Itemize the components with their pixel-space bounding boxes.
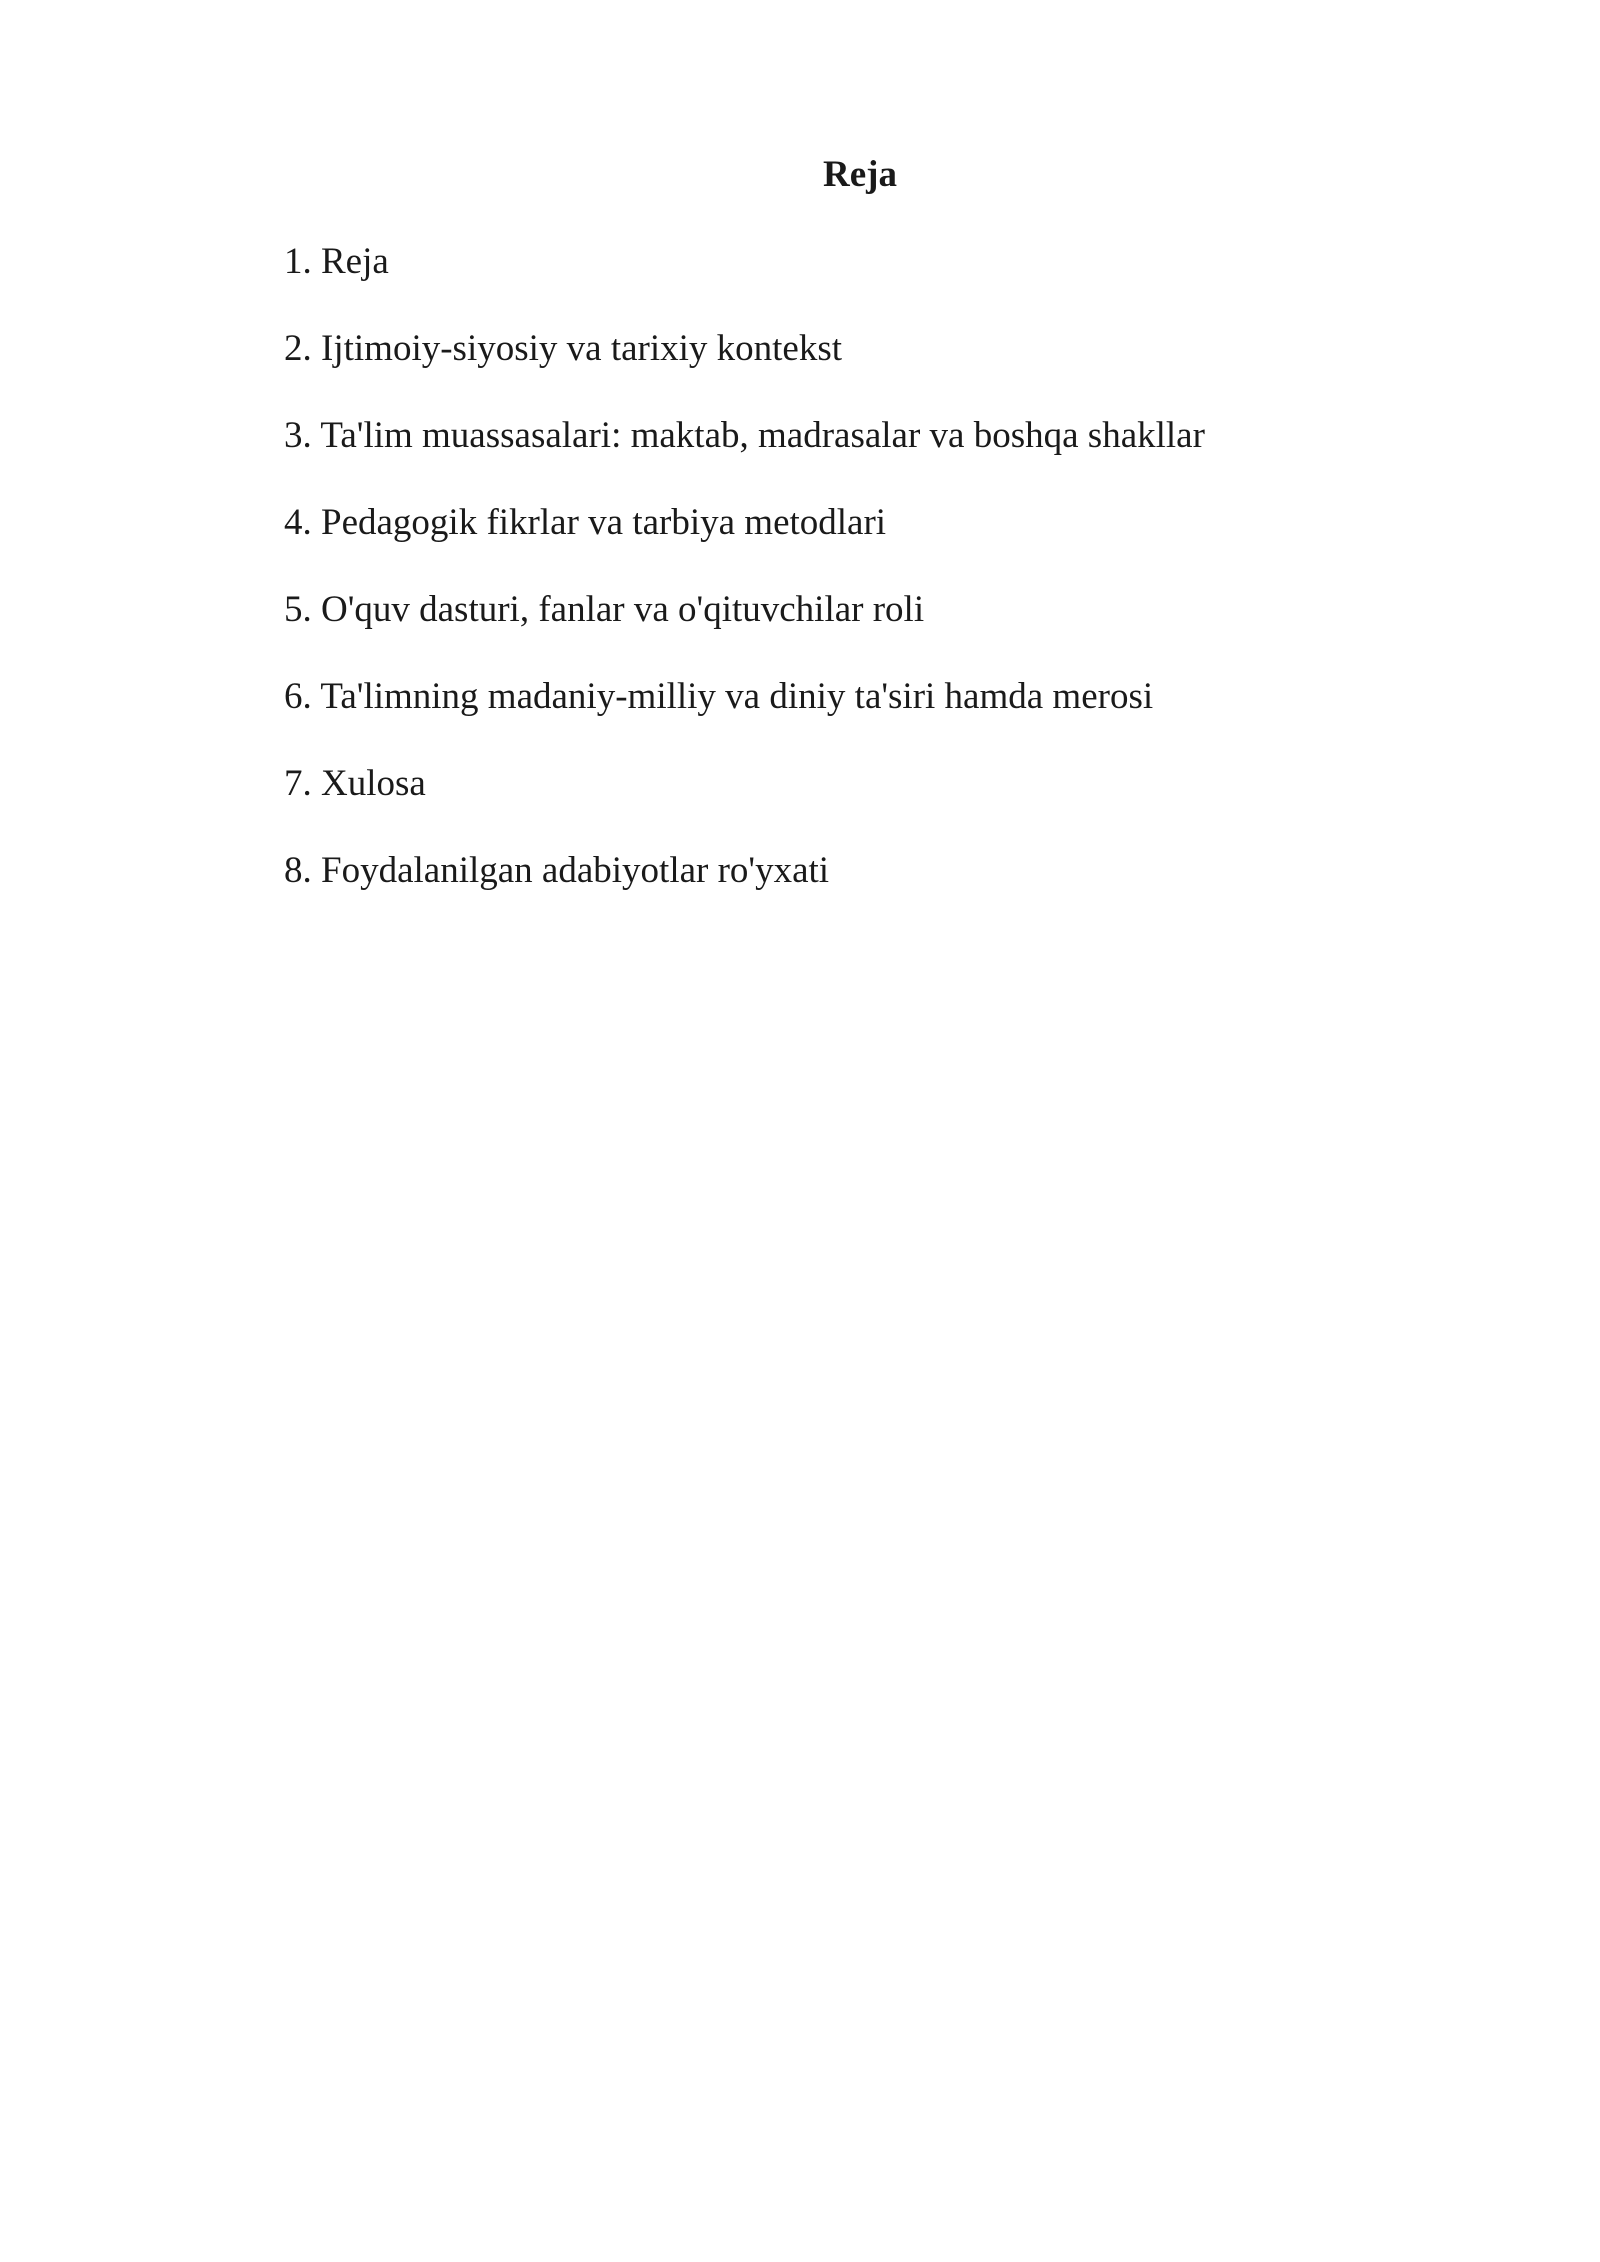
plan-item-4: 4. Pedagogik fikrlar va tarbiya metodlari	[284, 502, 887, 543]
plan-item-1: 1. Reja	[284, 241, 389, 282]
plan-item-6: 6. Ta'limning madaniy-milliy va diniy ta'siri hamda merosi	[284, 676, 1154, 717]
plan-item-3: 3. Ta'lim muassasalari: maktab, madrasalar va boshqa shakllar	[284, 415, 1205, 456]
plan-item-2: 2. Ijtimoiy-siyosiy va tarixiy kontekst	[284, 328, 843, 369]
plan-item-5: 5. O'quv dasturi, fanlar va o'qituvchilar roli	[284, 589, 925, 630]
plan-item-8: 8. Foydalanilgan adabiyotlar ro'yxati	[284, 850, 830, 891]
plan-item-7: 7. Xulosa	[284, 763, 426, 804]
page-title: Reja	[823, 154, 897, 195]
plan-list	[284, 237, 1384, 933]
